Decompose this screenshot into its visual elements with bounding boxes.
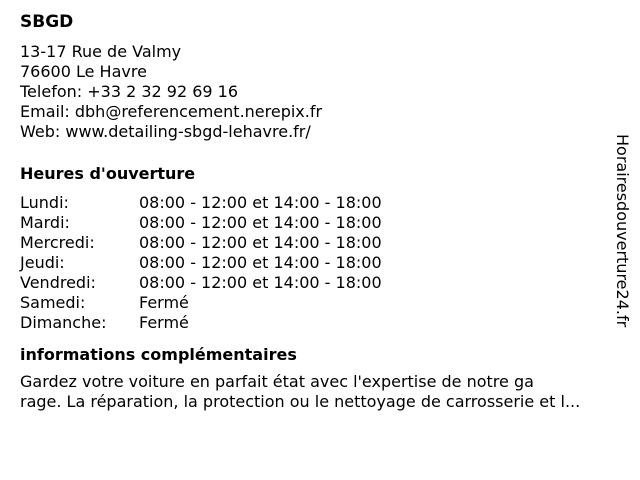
opening-hours-heading: Heures d'ouverture <box>20 164 196 183</box>
hours-time: Fermé <box>139 313 189 332</box>
hours-time: 08:00 - 12:00 et 14:00 - 18:00 <box>139 253 382 272</box>
address-block <box>20 42 610 142</box>
website-address: Web: www.detailing-sbgd-lehavre.fr/ <box>20 122 311 141</box>
hours-time: 08:00 - 12:00 et 14:00 - 18:00 <box>139 273 382 292</box>
opening-hours-list <box>20 193 610 333</box>
info-text-line: Gardez votre voiture en parfait état avec l'expertise de notre ga <box>20 372 534 391</box>
business-info-card <box>20 10 610 412</box>
hours-time: 08:00 - 12:00 et 14:00 - 18:00 <box>139 193 382 212</box>
site-brand-watermark: Horairesdouverture24.fr <box>613 134 632 328</box>
hours-row-lundi <box>20 193 610 213</box>
additional-info-heading: informations complémentaires <box>20 345 297 364</box>
hours-time: 08:00 - 12:00 et 14:00 - 18:00 <box>139 233 382 252</box>
street-address: 13-17 Rue de Valmy <box>20 42 182 61</box>
hours-row-mardi <box>20 213 610 233</box>
email-address: Email: dbh@referencement.nerepix.fr <box>20 102 323 121</box>
phone-number: Telefon: +33 2 32 92 69 16 <box>20 82 239 101</box>
hours-row-samedi <box>20 293 610 313</box>
info-text-line: rage. La réparation, la protection ou le nettoyage de carrosserie et l... <box>20 392 581 411</box>
hours-day: Jeudi: <box>20 253 65 272</box>
hours-time: Fermé <box>139 293 189 312</box>
company-name: SBGD <box>20 12 74 32</box>
hours-day: Dimanche: <box>20 313 107 332</box>
hours-day: Lundi: <box>20 193 69 212</box>
hours-row-vendredi <box>20 273 610 293</box>
hours-row-jeudi <box>20 253 610 273</box>
hours-row-mercredi <box>20 233 610 253</box>
additional-info-text <box>20 372 628 412</box>
hours-day: Vendredi: <box>20 273 96 292</box>
hours-row-dimanche <box>20 313 610 333</box>
hours-day: Samedi: <box>20 293 86 312</box>
city-address: 76600 Le Havre <box>20 62 147 81</box>
hours-time: 08:00 - 12:00 et 14:00 - 18:00 <box>139 213 382 232</box>
hours-day: Mercredi: <box>20 233 95 252</box>
hours-day: Mardi: <box>20 213 70 232</box>
